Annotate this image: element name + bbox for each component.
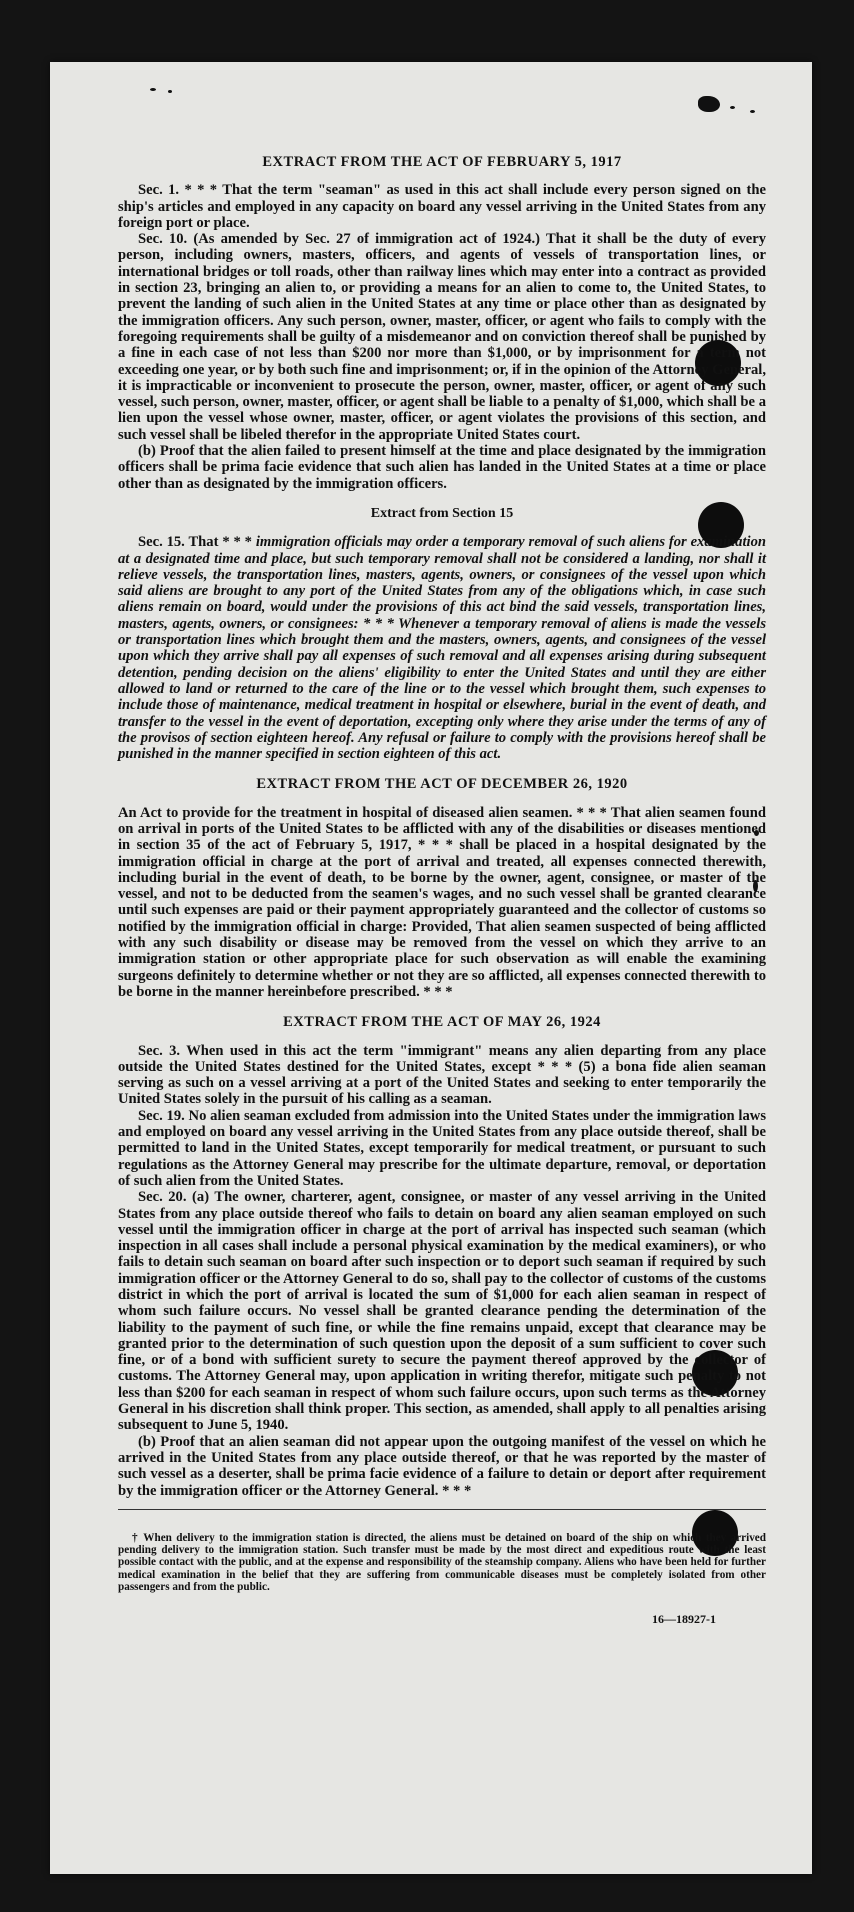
ink-blot [698, 96, 720, 112]
subheading-section-15: Extract from Section 15 [370, 505, 514, 521]
section-19: Sec. 19. No alien seaman excluded from admission into the United States under the immigration laws and employed on board any vessel arriving in the United States from any place outside thereof, shall be permitted to land in the United States, except temporarily for medical treatment, or pursuant to such regulations as the Attorney General may prescribe for the ultimate departure, removal, or deportation of such alien from the United States. [118, 1107, 766, 1189]
document-page [50, 62, 812, 1874]
section-20b: (b) Proof that an alien seaman did not appear upon the outgoing manifest of the vessel on which he arrived in the United States from any place outside thereof, or that he was reported by the master of such vessel as a deserter, shall be prima facie evidence of a failure to detain or deport after requirement by the immigration officer or the Attorney General. * * * [118, 1433, 766, 1499]
heading-act-1917: EXTRACT FROM THE ACT OF FEBRUARY 5, 1917 [262, 154, 622, 170]
section-20: Sec. 20. (a) The owner, charterer, agent, consignee, or master of any vessel arriving in the United States from any place outside thereof who fails to detain on board any alien seaman employed on such vessel until the immigration officer in charge at the port of arrival has inspected such seaman (which inspection in all cases shall include a personal physical examination by the medical examiners), or who fails to detain such seaman on board after such inspection or to deport such seaman if required by such immigration officer or the Attorney General to do so, shall pay to the collector of customs of the customs district in which the port of arrival is located the sum of $1,000 for each alien seaman in respect of whom such failure occurs. No vessel shall be granted clearance pending the determination of the liability to the payment of such fine, or while the fine remains unpaid, except that clearance may be granted prior to the determination of such question upon the deposit of a sum sufficient to cover such fine, or of a bond with sufficient surety to secure the payment thereof approved by the collector of customs. The Attorney General may, upon application in writing therefor, mitigate such penalty to not less than $200 for each seaman in respect of whom such failure occurs, upon such terms as the Attorney General in his discretion shall think proper. This section, as amended, shall apply to all penalties arising subsequent to June 5, 1940. [118, 1189, 766, 1434]
section-3: Sec. 3. When used in this act the term "immigrant" means any alien departing from any place outside the United States destined for the United States, except * * * (5) a bona fide alien seaman serving as such on a vessel arriving at a port of the United States and seeking to enter temporarily the United States solely in the pursuit of his calling as a seaman. [118, 1042, 766, 1108]
section-15-lead: Sec. 15. That * * * [138, 534, 252, 551]
heading-act-1924: EXTRACT FROM THE ACT OF MAY 26, 1924 [283, 1014, 601, 1031]
footnote: † When delivery to the immigration station is directed, the aliens must be detained on board of the ship on which they arrived pending delivery to the immigration station. Such transfer must be made by the most direct and expeditious route with the least possible contact with the public, and at the expense and responsibility of the steamship company. Aliens who have been held for further medical examination in the belief that they are suffering from communicable diseases must be completely isolated from other passengers and from the public. [118, 1531, 766, 1594]
ink-speck [150, 88, 156, 91]
ink-speck [730, 106, 735, 109]
section-10b: (b) Proof that the alien failed to present himself at the time and place designated by the immigration officers shall be prima facie evidence that such alien has landed in the United States at a time or place other than as designated by the immigration officers. [118, 443, 766, 492]
section-15 [118, 534, 766, 762]
section-10: Sec. 10. (As amended by Sec. 27 of immigration act of 1924.) That it shall be the duty of every person, including owners, masters, officers, and agents of vessels of transportation lines, or international bridges or toll roads, other than railway lines which may enter into a contract as provided in section 23, bringing an alien to, or providing a means for an alien to come to, the United States, to prevent the landing of such alien in the United States at any time or place other than as designated by the immigration officers. Any such person, owner, master, officer, or agent who fails to comply with the foregoing requirements shall be guilty of a misdemeanor and on conviction thereof shall be punished by a fine in each case of not less than $200 nor more than $1,000, or by imprisonment for a term not exceeding one year, or by both such fine and imprisonment; or, if in the opinion of the Attorney General, it is impracticable or inconvenient to prosecute the person, owner, master, officer, or agent of any such vessel, such person, owner, master, officer, or agent shall be liable to a penalty of $1,000, which shall be a lien upon the vessel whose owner, master, officer, or agent violates the provisions of this section, and such vessel shall be libeled therefor in the appropriate United States court. [118, 231, 766, 443]
form-number: 16—18927-1 [652, 1612, 716, 1627]
footnote-divider [118, 1509, 766, 1510]
document-body [118, 154, 766, 1628]
heading-act-1920: EXTRACT FROM THE ACT OF DECEMBER 26, 1920 [256, 776, 628, 793]
ink-speck [750, 110, 755, 113]
section-15-text: immigration officials may order a temporary removal of such aliens for examination at a designated time and place, but such temporary removal shall not be considered a landing, nor shall it relieve vessels, the transportation lines, masters, agents, owners, or consignees of the vessel upon which said aliens are brought to any port of the United States from any of the obligations which, in case such aliens remain on board, would under the provisions of this act bind the said vessels, transportation lines, masters, agents, owners, or consignees: * * * Whenever a temporary removal of aliens is made the vessels or transportation lines which brought them and the masters, owners, agents, and consignees of the vessel upon which they arrive shall pay all expenses of such removal and all expenses arising during subsequent detention, pending decision on the aliens' eligibility to enter the United States and until they are either allowed to land or returned to the care of the line or to the vessel which brought them, such expenses to include those of maintenance, medical treatment in hospital or elsewhere, burial in the event of death, and transfer to the vessel in the event of deportation, excepting only where they arise under the terms of any of the provisos of section eighteen hereof. Any refusal or failure to comply with the provisions hereof shall be punished in the manner specified in section eighteen of this act. [118, 534, 766, 763]
act-1920-text: An Act to provide for the treatment in hospital of diseased alien seamen. * * * That alien seamen found on arrival in ports of the United States to be afflicted with any of the disabilities or diseases mentioned in section 35 of the act of February 5, 1917, * * * shall be placed in a hospital designated by the immigration official in charge at the port of arrival and treated, all expenses connected therewith, including burial in the event of death, to be borne by the owner, agent, consignee, or master of the vessel, and not to be deducted from the seamen's wages, and no such vessel shall be granted clearance until such expenses are paid or their payment appropriately guaranteed and the collector of customs so notified by the immigration official in charge: Provided, That alien seamen suspected of being afflicted with any such disability or disease may be removed from the vessel on which they arrive to an immigration station or other appropriate place for such observation as will enable the examining surgeons definitely to determine whether or not they are so afflicted, all expenses connected therewith to be borne in the manner hereinbefore prescribed. * * * [118, 804, 766, 1000]
section-1: Sec. 1. * * * That the term "seaman" as used in this act shall include every person signed on the ship's articles and employed in any capacity on board any vessel arriving in the United States from any foreign port or place. [118, 182, 766, 231]
ink-speck [168, 90, 172, 93]
